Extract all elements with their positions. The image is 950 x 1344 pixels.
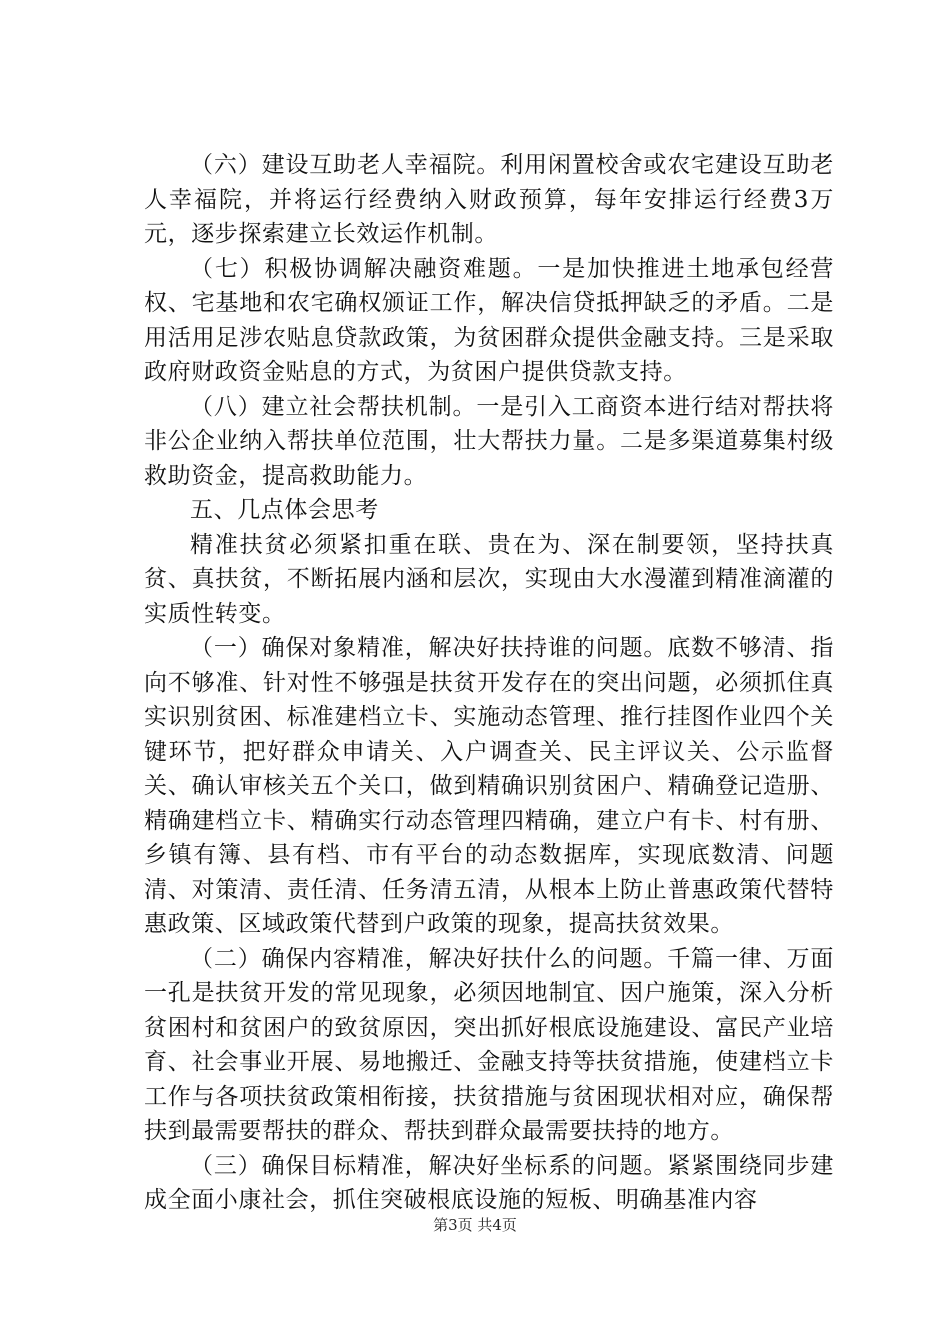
paragraph-2: （二）确保内容精准，解决好扶什么的问题。千篇一律、万面一孔是扶贫开发的常见现象，必须因地制宜、因户施策，深入分析贫困村和贫困户的致贫原因，突出抓好根底设施建设、富民产业培育、社会事业开展、易地搬迁、金融支持等扶贫措施，使建档立卡工作与各项扶贫政策相衔接，扶贫措施与贫困现状相对应，确保帮扶到最需要帮扶的群众、帮扶到群众最需要扶持的地方。 <box>144 945 834 1144</box>
section-heading: 五、几点体会思考 <box>190 497 379 523</box>
paragraph-8: （八）建立社会帮扶机制。一是引入工商资本进行结对帮扶将非公企业纳入帮扶单位范围，壮大帮扶力量。二是多渠道募集村级救助资金，提高救助能力。 <box>144 393 834 489</box>
paragraph-1: （一）确保对象精准，解决好扶持谁的问题。底数不够清、指向不够准、针对性不够强是扶贫开发存在的突出问题，必须抓住真实识别贫困、标准建档立卡、实施动态管理、推行挂图作业四个关键环节，把好群众申请关、入户调查关、民主评议关、公示监督关、确认审核关五个关口，做到精确识别贫困户、精确登记造册、精确建档立卡、精确实行动态管理四精确，建立户有卡、村有册、乡镇有簿、县有档、市有平台的动态数据库，实现底数清、问题清、对策清、责任清、任务清五清，从根本上防止普惠政策代替特惠政策、区域政策代替到户政策的现象，提高扶贫效果。 <box>144 635 834 937</box>
document-body <box>144 148 834 1218</box>
paragraph-6: （六）建设互助老人幸福院。利用闲置校舍或农宅建设互助老人幸福院，并将运行经费纳入财政预算，每年安排运行经费3万元，逐步探索建立长效运作机制。 <box>144 152 834 247</box>
page-footer: 第3页 共4页 <box>433 1216 517 1234</box>
paragraph-7: （七）积极协调解决融资难题。一是加快推进土地承包经营权、宅基地和农宅确权颁证工作，解决信贷抵押缺乏的矛盾。二是用活用足涉农贴息贷款政策，为贫困群众提供金融支持。三是采取政府财政资金贴息的方式，为贫困户提供贷款支持。 <box>144 255 834 385</box>
paragraph-3: （三）确保目标精准，解决好坐标系的问题。紧紧围绕同步建成全面小康社会，抓住突破根底设施的短板、明确基准内容 <box>144 1152 834 1213</box>
paragraph-intro: 精准扶贫必须紧扣重在联、贵在为、深在制要领，坚持扶真贫、真扶贫，不断拓展内涵和层次，实现由大水漫灌到精准滴灌的实质性转变。 <box>144 531 834 627</box>
